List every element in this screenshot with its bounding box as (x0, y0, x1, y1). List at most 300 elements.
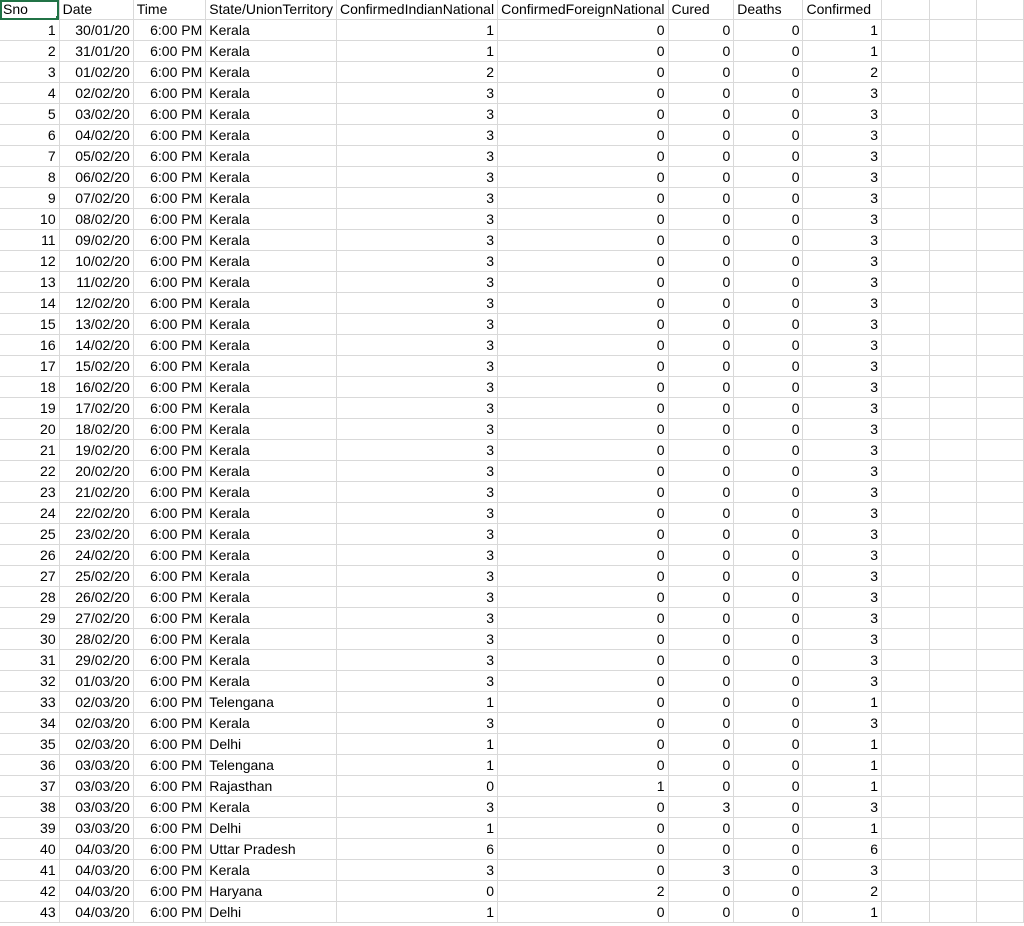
header-cell-empty-j[interactable] (882, 0, 930, 20)
cell-confirmed-indian[interactable]: 3 (336, 566, 497, 587)
cell-confirmed-foreign[interactable]: 0 (498, 608, 668, 629)
cell-sno[interactable]: 6 (0, 125, 59, 146)
cell-cured[interactable]: 0 (668, 230, 734, 251)
cell-time[interactable]: 6:00 PM (133, 881, 206, 902)
cell-confirmed-indian[interactable]: 2 (336, 62, 497, 83)
cell-cured[interactable]: 0 (668, 776, 734, 797)
cell-cured[interactable]: 0 (668, 608, 734, 629)
cell-confirmed-foreign[interactable]: 0 (498, 146, 668, 167)
cell-time[interactable]: 6:00 PM (133, 83, 206, 104)
cell-confirmed-foreign[interactable]: 0 (498, 797, 668, 818)
cell-empty-k[interactable] (929, 251, 976, 272)
cell-deaths[interactable]: 0 (734, 566, 803, 587)
cell-deaths[interactable]: 0 (734, 20, 803, 41)
cell-time[interactable]: 6:00 PM (133, 545, 206, 566)
cell-deaths[interactable]: 0 (734, 251, 803, 272)
cell-empty-j[interactable] (882, 314, 930, 335)
cell-sno[interactable]: 19 (0, 398, 59, 419)
cell-sno[interactable]: 36 (0, 755, 59, 776)
cell-empty-l[interactable] (977, 356, 1024, 377)
cell-confirmed-foreign[interactable]: 0 (498, 125, 668, 146)
cell-sno[interactable]: 37 (0, 776, 59, 797)
cell-empty-k[interactable] (929, 62, 976, 83)
cell-date[interactable]: 04/03/20 (59, 839, 133, 860)
cell-sno[interactable]: 39 (0, 818, 59, 839)
cell-confirmed-foreign[interactable]: 0 (498, 377, 668, 398)
cell-time[interactable]: 6:00 PM (133, 650, 206, 671)
cell-state[interactable]: Telengana (206, 692, 337, 713)
cell-deaths[interactable]: 0 (734, 167, 803, 188)
header-cell-time[interactable]: Time (133, 0, 206, 20)
cell-confirmed-foreign[interactable]: 0 (498, 566, 668, 587)
cell-confirmed[interactable]: 1 (803, 755, 882, 776)
cell-empty-j[interactable] (882, 83, 930, 104)
cell-date[interactable]: 25/02/20 (59, 566, 133, 587)
cell-time[interactable]: 6:00 PM (133, 440, 206, 461)
cell-confirmed-indian[interactable]: 3 (336, 146, 497, 167)
cell-confirmed-indian[interactable]: 3 (336, 629, 497, 650)
cell-date[interactable]: 04/03/20 (59, 860, 133, 881)
cell-confirmed-foreign[interactable]: 0 (498, 503, 668, 524)
cell-confirmed-indian[interactable]: 1 (336, 755, 497, 776)
cell-date[interactable]: 04/03/20 (59, 881, 133, 902)
cell-cured[interactable]: 0 (668, 167, 734, 188)
cell-empty-l[interactable] (977, 818, 1024, 839)
cell-cured[interactable]: 0 (668, 650, 734, 671)
cell-empty-l[interactable] (977, 125, 1024, 146)
cell-confirmed[interactable]: 1 (803, 734, 882, 755)
cell-empty-l[interactable] (977, 104, 1024, 125)
cell-deaths[interactable]: 0 (734, 881, 803, 902)
cell-time[interactable]: 6:00 PM (133, 20, 206, 41)
cell-sno[interactable]: 16 (0, 335, 59, 356)
cell-deaths[interactable]: 0 (734, 335, 803, 356)
cell-time[interactable]: 6:00 PM (133, 755, 206, 776)
cell-empty-k[interactable] (929, 272, 976, 293)
cell-confirmed-foreign[interactable]: 0 (498, 713, 668, 734)
cell-state[interactable]: Kerala (206, 377, 337, 398)
cell-cured[interactable]: 3 (668, 860, 734, 881)
cell-confirmed-indian[interactable]: 1 (336, 20, 497, 41)
cell-confirmed[interactable]: 3 (803, 503, 882, 524)
cell-state[interactable]: Uttar Pradesh (206, 839, 337, 860)
cell-deaths[interactable]: 0 (734, 587, 803, 608)
cell-date[interactable]: 12/02/20 (59, 293, 133, 314)
cell-confirmed-indian[interactable]: 3 (336, 860, 497, 881)
cell-confirmed-foreign[interactable]: 0 (498, 398, 668, 419)
cell-confirmed-foreign[interactable]: 0 (498, 251, 668, 272)
cell-state[interactable]: Kerala (206, 20, 337, 41)
cell-confirmed[interactable]: 3 (803, 650, 882, 671)
cell-confirmed[interactable]: 6 (803, 839, 882, 860)
cell-deaths[interactable]: 0 (734, 860, 803, 881)
cell-confirmed[interactable]: 3 (803, 356, 882, 377)
cell-time[interactable]: 6:00 PM (133, 818, 206, 839)
cell-date[interactable]: 09/02/20 (59, 230, 133, 251)
cell-confirmed[interactable]: 3 (803, 146, 882, 167)
cell-cured[interactable]: 0 (668, 188, 734, 209)
cell-sno[interactable]: 27 (0, 566, 59, 587)
cell-state[interactable]: Kerala (206, 356, 337, 377)
cell-confirmed-indian[interactable]: 3 (336, 524, 497, 545)
cell-empty-l[interactable] (977, 503, 1024, 524)
header-cell-date[interactable]: Date (59, 0, 133, 20)
cell-time[interactable]: 6:00 PM (133, 692, 206, 713)
cell-deaths[interactable]: 0 (734, 398, 803, 419)
cell-confirmed[interactable]: 3 (803, 209, 882, 230)
cell-confirmed-indian[interactable]: 3 (336, 251, 497, 272)
cell-confirmed[interactable]: 1 (803, 41, 882, 62)
cell-confirmed-indian[interactable]: 3 (336, 209, 497, 230)
cell-deaths[interactable]: 0 (734, 503, 803, 524)
cell-deaths[interactable]: 0 (734, 734, 803, 755)
cell-empty-j[interactable] (882, 62, 930, 83)
cell-empty-l[interactable] (977, 671, 1024, 692)
cell-empty-k[interactable] (929, 104, 976, 125)
cell-empty-k[interactable] (929, 524, 976, 545)
cell-confirmed-foreign[interactable]: 0 (498, 83, 668, 104)
cell-cured[interactable]: 0 (668, 20, 734, 41)
cell-state[interactable]: Kerala (206, 209, 337, 230)
cell-date[interactable]: 01/02/20 (59, 62, 133, 83)
cell-empty-j[interactable] (882, 440, 930, 461)
cell-empty-j[interactable] (882, 188, 930, 209)
cell-sno[interactable]: 18 (0, 377, 59, 398)
cell-confirmed-indian[interactable]: 3 (336, 167, 497, 188)
cell-time[interactable]: 6:00 PM (133, 776, 206, 797)
cell-time[interactable]: 6:00 PM (133, 671, 206, 692)
cell-empty-j[interactable] (882, 524, 930, 545)
cell-state[interactable]: Kerala (206, 398, 337, 419)
cell-deaths[interactable]: 0 (734, 839, 803, 860)
cell-confirmed[interactable]: 3 (803, 293, 882, 314)
cell-confirmed-indian[interactable]: 3 (336, 377, 497, 398)
cell-deaths[interactable]: 0 (734, 188, 803, 209)
cell-date[interactable]: 05/02/20 (59, 146, 133, 167)
cell-date[interactable]: 03/03/20 (59, 797, 133, 818)
cell-cured[interactable]: 0 (668, 146, 734, 167)
cell-state[interactable]: Kerala (206, 230, 337, 251)
cell-empty-k[interactable] (929, 167, 976, 188)
cell-cured[interactable]: 0 (668, 104, 734, 125)
cell-date[interactable]: 02/02/20 (59, 83, 133, 104)
cell-time[interactable]: 6:00 PM (133, 188, 206, 209)
cell-deaths[interactable]: 0 (734, 524, 803, 545)
cell-empty-j[interactable] (882, 566, 930, 587)
cell-confirmed-indian[interactable]: 6 (336, 839, 497, 860)
cell-deaths[interactable]: 0 (734, 776, 803, 797)
cell-time[interactable]: 6:00 PM (133, 860, 206, 881)
cell-confirmed-indian[interactable]: 3 (336, 398, 497, 419)
cell-date[interactable]: 03/03/20 (59, 755, 133, 776)
cell-time[interactable]: 6:00 PM (133, 251, 206, 272)
cell-confirmed[interactable]: 3 (803, 125, 882, 146)
cell-state[interactable]: Kerala (206, 146, 337, 167)
cell-sno[interactable]: 1 (0, 20, 59, 41)
cell-confirmed-foreign[interactable]: 0 (498, 818, 668, 839)
cell-date[interactable]: 10/02/20 (59, 251, 133, 272)
cell-confirmed-foreign[interactable]: 0 (498, 293, 668, 314)
cell-confirmed[interactable]: 3 (803, 671, 882, 692)
cell-sno[interactable]: 42 (0, 881, 59, 902)
cell-empty-k[interactable] (929, 566, 976, 587)
cell-deaths[interactable]: 0 (734, 692, 803, 713)
cell-confirmed[interactable]: 3 (803, 797, 882, 818)
cell-empty-l[interactable] (977, 755, 1024, 776)
cell-sno[interactable]: 8 (0, 167, 59, 188)
cell-confirmed-foreign[interactable]: 0 (498, 356, 668, 377)
cell-empty-j[interactable] (882, 608, 930, 629)
cell-sno[interactable]: 40 (0, 839, 59, 860)
cell-confirmed-indian[interactable]: 3 (336, 272, 497, 293)
header-cell-confirmed[interactable]: Confirmed (803, 0, 882, 20)
cell-empty-j[interactable] (882, 503, 930, 524)
cell-date[interactable]: 04/02/20 (59, 125, 133, 146)
cell-empty-l[interactable] (977, 335, 1024, 356)
cell-deaths[interactable]: 0 (734, 650, 803, 671)
cell-sno[interactable]: 3 (0, 62, 59, 83)
cell-empty-j[interactable] (882, 377, 930, 398)
cell-deaths[interactable]: 0 (734, 230, 803, 251)
cell-sno[interactable]: 7 (0, 146, 59, 167)
cell-empty-j[interactable] (882, 251, 930, 272)
cell-empty-k[interactable] (929, 902, 976, 923)
cell-cured[interactable]: 0 (668, 440, 734, 461)
cell-empty-j[interactable] (882, 20, 930, 41)
cell-time[interactable]: 6:00 PM (133, 587, 206, 608)
cell-confirmed[interactable]: 3 (803, 587, 882, 608)
cell-confirmed-indian[interactable]: 3 (336, 293, 497, 314)
cell-date[interactable]: 03/02/20 (59, 104, 133, 125)
cell-empty-j[interactable] (882, 335, 930, 356)
cell-state[interactable]: Kerala (206, 440, 337, 461)
cell-confirmed[interactable]: 1 (803, 818, 882, 839)
cell-state[interactable]: Kerala (206, 419, 337, 440)
cell-empty-l[interactable] (977, 377, 1024, 398)
cell-deaths[interactable]: 0 (734, 755, 803, 776)
cell-cured[interactable]: 0 (668, 251, 734, 272)
cell-confirmed-indian[interactable]: 3 (336, 482, 497, 503)
cell-time[interactable]: 6:00 PM (133, 482, 206, 503)
cell-confirmed[interactable]: 1 (803, 20, 882, 41)
cell-cured[interactable]: 0 (668, 902, 734, 923)
cell-sno[interactable]: 11 (0, 230, 59, 251)
header-cell-empty-k[interactable] (929, 0, 976, 20)
cell-empty-k[interactable] (929, 293, 976, 314)
cell-date[interactable]: 03/03/20 (59, 776, 133, 797)
cell-deaths[interactable]: 0 (734, 62, 803, 83)
cell-cured[interactable]: 0 (668, 356, 734, 377)
cell-confirmed-foreign[interactable]: 0 (498, 335, 668, 356)
cell-confirmed-foreign[interactable]: 0 (498, 314, 668, 335)
cell-empty-l[interactable] (977, 566, 1024, 587)
cell-empty-l[interactable] (977, 251, 1024, 272)
cell-date[interactable]: 23/02/20 (59, 524, 133, 545)
cell-sno[interactable]: 17 (0, 356, 59, 377)
cell-sno[interactable]: 33 (0, 692, 59, 713)
cell-empty-l[interactable] (977, 692, 1024, 713)
cell-confirmed-foreign[interactable]: 0 (498, 230, 668, 251)
cell-cured[interactable]: 0 (668, 293, 734, 314)
cell-empty-l[interactable] (977, 881, 1024, 902)
cell-deaths[interactable]: 0 (734, 608, 803, 629)
cell-state[interactable]: Kerala (206, 461, 337, 482)
cell-confirmed[interactable]: 3 (803, 524, 882, 545)
cell-empty-l[interactable] (977, 167, 1024, 188)
cell-empty-k[interactable] (929, 692, 976, 713)
cell-deaths[interactable]: 0 (734, 83, 803, 104)
cell-cured[interactable]: 0 (668, 734, 734, 755)
cell-empty-k[interactable] (929, 755, 976, 776)
cell-sno[interactable]: 22 (0, 461, 59, 482)
cell-cured[interactable]: 0 (668, 524, 734, 545)
cell-confirmed[interactable]: 3 (803, 608, 882, 629)
cell-deaths[interactable]: 0 (734, 272, 803, 293)
cell-empty-j[interactable] (882, 860, 930, 881)
cell-date[interactable]: 27/02/20 (59, 608, 133, 629)
cell-empty-j[interactable] (882, 104, 930, 125)
cell-state[interactable]: Kerala (206, 104, 337, 125)
cell-state[interactable]: Kerala (206, 503, 337, 524)
cell-confirmed[interactable]: 3 (803, 104, 882, 125)
cell-date[interactable]: 11/02/20 (59, 272, 133, 293)
cell-empty-j[interactable] (882, 167, 930, 188)
cell-state[interactable]: Kerala (206, 566, 337, 587)
cell-confirmed-foreign[interactable]: 0 (498, 629, 668, 650)
header-cell-confirmed-foreign[interactable]: ConfirmedForeignNational (498, 0, 668, 20)
cell-empty-k[interactable] (929, 146, 976, 167)
cell-state[interactable]: Kerala (206, 167, 337, 188)
cell-state[interactable]: Kerala (206, 125, 337, 146)
cell-sno[interactable]: 35 (0, 734, 59, 755)
cell-time[interactable]: 6:00 PM (133, 461, 206, 482)
cell-empty-j[interactable] (882, 209, 930, 230)
cell-confirmed-foreign[interactable]: 0 (498, 482, 668, 503)
cell-state[interactable]: Kerala (206, 713, 337, 734)
cell-confirmed[interactable]: 3 (803, 314, 882, 335)
cell-empty-l[interactable] (977, 587, 1024, 608)
cell-deaths[interactable]: 0 (734, 377, 803, 398)
cell-empty-l[interactable] (977, 314, 1024, 335)
cell-date[interactable]: 22/02/20 (59, 503, 133, 524)
cell-empty-l[interactable] (977, 41, 1024, 62)
cell-confirmed-indian[interactable]: 3 (336, 461, 497, 482)
cell-empty-k[interactable] (929, 230, 976, 251)
cell-empty-j[interactable] (882, 419, 930, 440)
cell-state[interactable]: Kerala (206, 545, 337, 566)
cell-confirmed-foreign[interactable]: 2 (498, 881, 668, 902)
cell-time[interactable]: 6:00 PM (133, 524, 206, 545)
cell-empty-j[interactable] (882, 587, 930, 608)
cell-sno[interactable]: 21 (0, 440, 59, 461)
cell-confirmed[interactable]: 3 (803, 860, 882, 881)
cell-empty-k[interactable] (929, 419, 976, 440)
cell-empty-l[interactable] (977, 776, 1024, 797)
cell-state[interactable]: Kerala (206, 482, 337, 503)
cell-time[interactable]: 6:00 PM (133, 839, 206, 860)
cell-date[interactable]: 21/02/20 (59, 482, 133, 503)
cell-empty-k[interactable] (929, 650, 976, 671)
cell-empty-k[interactable] (929, 188, 976, 209)
cell-time[interactable]: 6:00 PM (133, 398, 206, 419)
cell-empty-k[interactable] (929, 713, 976, 734)
cell-date[interactable]: 13/02/20 (59, 314, 133, 335)
cell-time[interactable]: 6:00 PM (133, 377, 206, 398)
cell-empty-l[interactable] (977, 209, 1024, 230)
cell-confirmed-indian[interactable]: 3 (336, 419, 497, 440)
cell-confirmed-foreign[interactable]: 1 (498, 776, 668, 797)
cell-date[interactable]: 30/01/20 (59, 20, 133, 41)
cell-date[interactable]: 06/02/20 (59, 167, 133, 188)
cell-confirmed[interactable]: 3 (803, 419, 882, 440)
cell-confirmed-indian[interactable]: 3 (336, 125, 497, 146)
cell-confirmed[interactable]: 3 (803, 566, 882, 587)
cell-cured[interactable]: 0 (668, 125, 734, 146)
cell-empty-j[interactable] (882, 818, 930, 839)
cell-empty-k[interactable] (929, 797, 976, 818)
cell-time[interactable]: 6:00 PM (133, 314, 206, 335)
cell-deaths[interactable]: 0 (734, 713, 803, 734)
cell-state[interactable]: Delhi (206, 818, 337, 839)
cell-empty-k[interactable] (929, 734, 976, 755)
cell-empty-l[interactable] (977, 629, 1024, 650)
cell-time[interactable]: 6:00 PM (133, 629, 206, 650)
cell-sno[interactable]: 28 (0, 587, 59, 608)
cell-confirmed-foreign[interactable]: 0 (498, 20, 668, 41)
cell-sno[interactable]: 24 (0, 503, 59, 524)
cell-cured[interactable]: 0 (668, 83, 734, 104)
cell-sno[interactable]: 12 (0, 251, 59, 272)
cell-empty-l[interactable] (977, 398, 1024, 419)
cell-empty-j[interactable] (882, 461, 930, 482)
cell-sno[interactable]: 41 (0, 860, 59, 881)
cell-confirmed-indian[interactable]: 1 (336, 692, 497, 713)
cell-cured[interactable]: 0 (668, 671, 734, 692)
cell-state[interactable]: Kerala (206, 293, 337, 314)
cell-state[interactable]: Kerala (206, 188, 337, 209)
cell-empty-k[interactable] (929, 398, 976, 419)
cell-sno[interactable]: 4 (0, 83, 59, 104)
cell-empty-j[interactable] (882, 293, 930, 314)
cell-confirmed-indian[interactable]: 3 (336, 104, 497, 125)
cell-empty-j[interactable] (882, 629, 930, 650)
cell-empty-j[interactable] (882, 881, 930, 902)
cell-cured[interactable]: 3 (668, 797, 734, 818)
cell-confirmed-indian[interactable]: 3 (336, 230, 497, 251)
cell-confirmed-indian[interactable]: 3 (336, 188, 497, 209)
cell-confirmed-foreign[interactable]: 0 (498, 461, 668, 482)
cell-cured[interactable]: 0 (668, 41, 734, 62)
cell-deaths[interactable]: 0 (734, 797, 803, 818)
cell-empty-l[interactable] (977, 650, 1024, 671)
cell-state[interactable]: Kerala (206, 251, 337, 272)
cell-time[interactable]: 6:00 PM (133, 566, 206, 587)
cell-sno[interactable]: 10 (0, 209, 59, 230)
cell-deaths[interactable]: 0 (734, 146, 803, 167)
cell-deaths[interactable]: 0 (734, 482, 803, 503)
cell-date[interactable]: 26/02/20 (59, 587, 133, 608)
cell-cured[interactable]: 0 (668, 335, 734, 356)
cell-confirmed[interactable]: 3 (803, 83, 882, 104)
cell-empty-k[interactable] (929, 314, 976, 335)
cell-time[interactable]: 6:00 PM (133, 734, 206, 755)
cell-confirmed-indian[interactable]: 3 (336, 608, 497, 629)
cell-sno[interactable]: 20 (0, 419, 59, 440)
cell-sno[interactable]: 13 (0, 272, 59, 293)
cell-confirmed[interactable]: 3 (803, 629, 882, 650)
cell-empty-k[interactable] (929, 818, 976, 839)
cell-empty-l[interactable] (977, 482, 1024, 503)
